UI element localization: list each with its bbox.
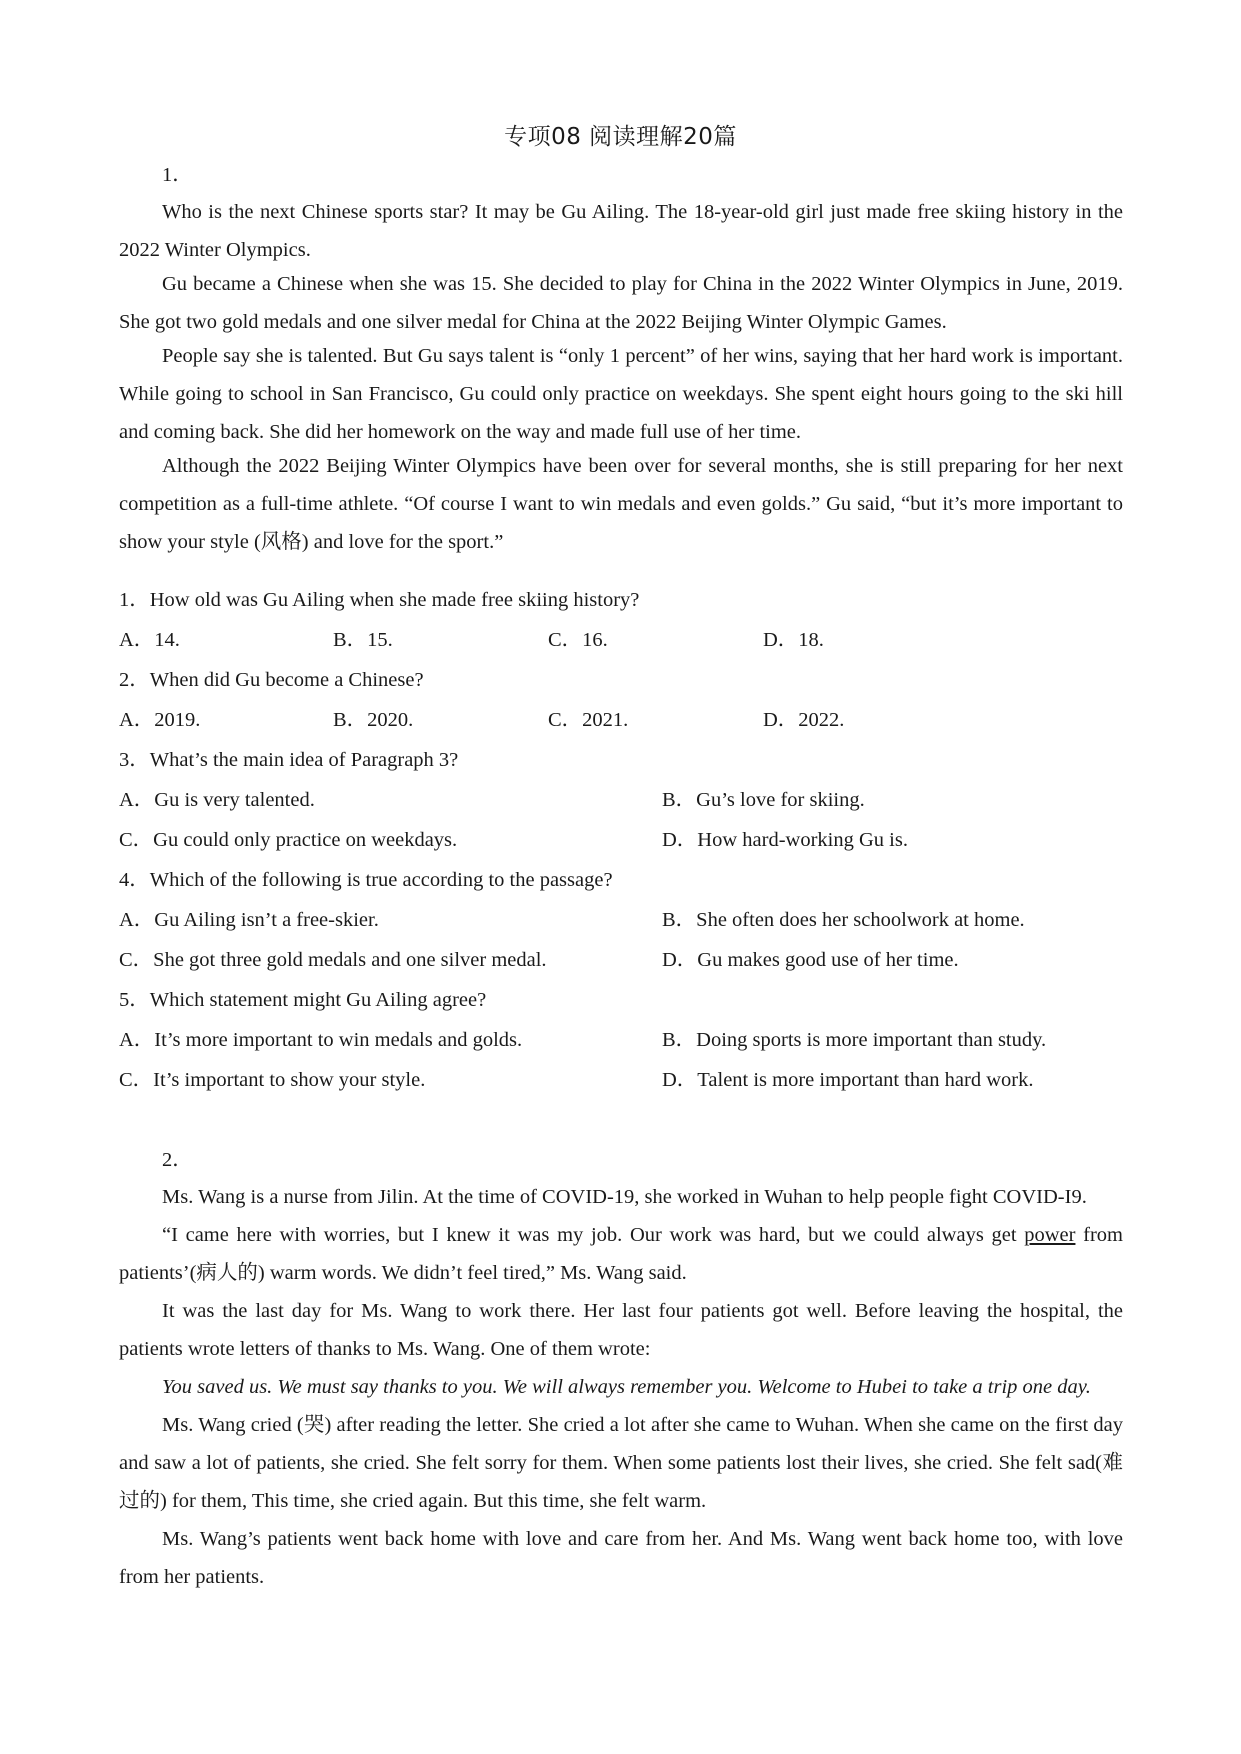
passage-1-paragraph: Although the 2022 Beijing Winter Olympics have been over for several months, she is still preparing for her next competition as a full-time athlete. “Of course I want to win medals and even golds.” Gu said, “but it’s more important to show your style (风格) and love for the sport.” <box>119 455 1123 553</box>
passage-2-paragraph: Ms. Wang cried (哭) after reading the letter. She cried a lot after she came to Wuhan. When she came on the first day and saw a lot of patients, she cried. She felt sorry for them. When some patients lost their lives, she cried. She felt sad(难过的) for them, This time, she cried again. But this time, she felt warm. <box>119 1414 1123 1512</box>
passage-1-paragraph: People say she is talented. But Gu says talent is “only 1 percent” of her wins, saying that her hard work is important. While going to school in San Francisco, Gu could only practice on weekdays. She spent eight hours going to the ski hill and coming back. She did her homework on the way and made full use of her time. <box>119 345 1123 443</box>
question-2: 2．When did Gu become a Chinese? <box>119 669 424 691</box>
passage-2-paragraph <box>119 1216 1123 1292</box>
passage-2-text-run: “I came here with worries, but I knew it was my job. Our work was hard, but we could always get <box>162 1224 1025 1246</box>
question-5-option-c: C．It’s important to show your style. <box>119 1069 426 1091</box>
question-2-option-d: D．2022. <box>763 709 845 731</box>
question-5-option-b: B．Doing sports is more important than study. <box>662 1029 1047 1051</box>
passage-1-text <box>119 193 1123 561</box>
underlined-word: power <box>1024 1224 1076 1246</box>
question-4-option-d: D．Gu makes good use of her time. <box>662 949 959 971</box>
question-1-option-a: A．14. <box>119 629 180 651</box>
question-1-option-b: B．15. <box>333 629 393 651</box>
question-4-option-c: C．She got three gold medals and one silver medal. <box>119 949 547 971</box>
passage-2-paragraph: Ms. Wang is a nurse from Jilin. At the time of COVID-19, she worked in Wuhan to help people fight COVID-I9. <box>162 1186 1087 1208</box>
question-4: 4．Which of the following is true according to the passage? <box>119 869 613 891</box>
question-3-option-c: C．Gu could only practice on weekdays. <box>119 829 458 851</box>
page-title: 专项08 阅读理解20篇 <box>504 124 737 150</box>
passage-2-number: 2． <box>162 1149 193 1171</box>
passage-2-text-run: from patients’(病人的) warm words. We didn’t feel tired,” Ms. Wang said. <box>119 1224 1123 1284</box>
passage-2-paragraph: It was the last day for Ms. Wang to work there. Her last four patients got well. Before leaving the hospital, the patients wrote letters of thanks to Ms. Wang. One of them wrote: <box>119 1300 1123 1360</box>
question-3-option-a: A．Gu is very talented. <box>119 789 315 811</box>
question-5-option-d: D．Talent is more important than hard work. <box>662 1069 1034 1091</box>
question-4-option-b: B．She often does her schoolwork at home. <box>662 909 1025 931</box>
passage-2-paragraph: Ms. Wang’s patients went back home with love and care from her. And Ms. Wang went back home too, with love from her patients. <box>119 1528 1123 1588</box>
question-4-option-a: A．Gu Ailing isn’t a free-skier. <box>119 909 379 931</box>
passage-2-text <box>119 1178 1123 1596</box>
question-1: 1．How old was Gu Ailing when she made free skiing history? <box>119 589 640 611</box>
question-1-option-c: C．16. <box>548 629 608 651</box>
question-3-option-b: B．Gu’s love for skiing. <box>662 789 865 811</box>
passage-1-number: 1． <box>162 164 193 186</box>
question-3: 3．What’s the main idea of Paragraph 3? <box>119 749 459 771</box>
question-3-option-d: D．How hard-working Gu is. <box>662 829 908 851</box>
question-5-option-a: A．It’s more important to win medals and golds. <box>119 1029 523 1051</box>
question-2-option-c: C．2021. <box>548 709 629 731</box>
letter-quote: You saved us. We must say thanks to you. We will always remember you. Welcome to Hubei to take a trip one day. <box>162 1376 1091 1398</box>
question-2-option-b: B．2020. <box>333 709 414 731</box>
question-1-option-d: D．18. <box>763 629 824 651</box>
passage-1-paragraph: Who is the next Chinese sports star? It may be Gu Ailing. The 18-year-old girl just made free skiing history in the 2022 Winter Olympics. <box>119 201 1123 261</box>
question-2-option-a: A．2019. <box>119 709 201 731</box>
question-5: 5．Which statement might Gu Ailing agree? <box>119 989 487 1011</box>
passage-1-paragraph: Gu became a Chinese when she was 15. She decided to play for China in the 2022 Winter Olympics in June, 2019. She got two gold medals and one silver medal for China at the 2022 Beijing Winter Olympic Games. <box>119 273 1123 333</box>
